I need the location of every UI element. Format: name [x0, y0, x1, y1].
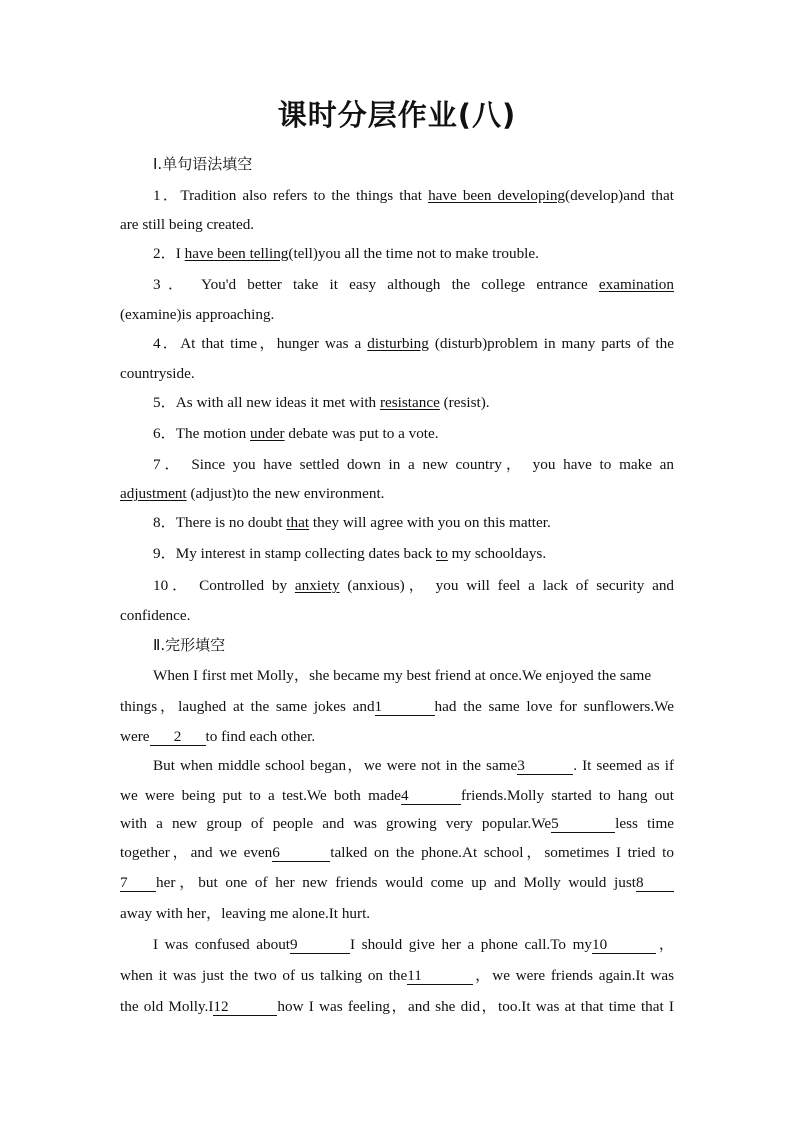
cloze-text: talked on the phone.At school，sometimes I tried to — [330, 844, 674, 861]
item-text: they will agree with you on this matter. — [309, 514, 551, 531]
exercise-item-5 — [153, 393, 674, 413]
cloze-blank-5: 5 — [551, 816, 615, 833]
item-text: (tell)you all the time not to make trouble. — [288, 245, 539, 262]
item-text: (adjust)to the new environment. — [186, 485, 385, 502]
item-answer: disturbing — [367, 335, 429, 352]
cloze-text: things，laughed at the same jokes and — [120, 698, 375, 715]
item-text: Controlled by — [199, 577, 295, 594]
cloze-text: were — [120, 728, 150, 745]
item-number: 7． — [153, 456, 184, 473]
exercise-item-10 — [153, 576, 674, 596]
cloze-blank-7: 7 — [120, 875, 156, 892]
cloze-text: friends.Molly started to hang out — [460, 787, 674, 804]
cloze-text: when it was just the two of us talking on the — [120, 967, 408, 984]
item-answer: to — [436, 545, 448, 562]
item-text: The motion — [175, 425, 251, 442]
item-text: Tradition also refers to the things that — [180, 187, 429, 204]
item-text: As with all new ideas it met with — [175, 394, 380, 411]
cloze-blank-3: 3 — [517, 758, 573, 775]
item-text: my schooldays. — [447, 545, 547, 562]
cloze-text: . It seemed as if — [573, 757, 675, 774]
page-title: 课时分层作业(八) — [277, 98, 517, 132]
cloze-blank-11: 11 — [407, 968, 473, 985]
item-number: 9． — [153, 545, 176, 562]
exercise-item-4 — [153, 334, 674, 354]
cloze-text: how I was feeling，and she did，too.It was at that time that I — [277, 998, 674, 1015]
item-number: 4． — [153, 335, 181, 352]
cloze-text: ，we were friends again.It was — [473, 967, 674, 984]
item-number: 6． — [153, 425, 176, 442]
item-number: 3． — [153, 276, 191, 293]
exercise-item-2 — [153, 244, 674, 264]
item-text: You'd better take it easy although the college entrance — [201, 276, 599, 293]
item-answer: anxiety — [294, 577, 340, 594]
exercise-item-1-cont: are still being created. — [120, 216, 255, 233]
cloze-text: with a new group of people and was growing very popular.We — [120, 815, 552, 832]
cloze-text: I should give her a phone call.To my — [350, 936, 593, 953]
cloze-blank-12: 12 — [213, 999, 277, 1016]
cloze-blank-4: 4 — [401, 788, 461, 805]
cloze-text: But when middle school began，we were not in the same — [153, 757, 518, 774]
exercise-item-3 — [153, 275, 674, 295]
cloze-p2-line6: away with her，leaving me alone.It hurt. — [120, 905, 371, 922]
cloze-p3-line3 — [120, 997, 674, 1017]
cloze-text: I was confused about — [153, 936, 291, 953]
item-number: 8． — [153, 514, 176, 531]
cloze-text: had the same love for sunflowers.We — [434, 698, 674, 715]
cloze-p1-line1: When I first met Molly，she became my best friend at once.We enjoyed the same — [153, 667, 652, 684]
cloze-text: to find each other. — [205, 728, 316, 745]
cloze-blank-9: 9 — [290, 937, 350, 954]
cloze-blank-6: 6 — [272, 845, 330, 862]
item-answer: examination — [598, 276, 674, 293]
exercise-item-6 — [153, 424, 674, 444]
cloze-p1-line3 — [120, 727, 674, 747]
cloze-blank-8: 8 — [636, 875, 674, 892]
item-answer: have been telling — [184, 245, 289, 262]
cloze-p2-line5 — [120, 873, 674, 893]
item-number: 1． — [153, 187, 181, 204]
exercise-item-7-cont — [120, 484, 674, 504]
item-text: (anxious)， you will feel a lack of security and — [339, 577, 675, 594]
item-text: There is no doubt — [175, 514, 287, 531]
cloze-blank-1: 1 — [375, 699, 435, 716]
item-text: (develop)and that — [565, 187, 674, 204]
exercise-item-9 — [153, 544, 674, 564]
exercise-item-3-cont: (examine)is approaching. — [120, 306, 275, 323]
exercise-item-10-cont: confidence. — [120, 607, 191, 624]
cloze-blank-2: 2 — [150, 729, 206, 746]
section-heading-cloze: Ⅱ.完形填空 — [153, 636, 226, 654]
item-text: At that time，hunger was a — [180, 335, 368, 352]
cloze-p3-line2 — [120, 966, 674, 986]
item-answer: that — [286, 514, 310, 531]
cloze-text: her，but one of her new friends would come up and Molly would just — [156, 874, 636, 891]
cloze-p3-line1 — [153, 935, 674, 955]
cloze-p2-line1 — [153, 756, 674, 776]
item-text: (disturb)problem in many parts of the — [428, 335, 675, 352]
cloze-text: we were being put to a test.We both made — [120, 787, 401, 804]
cloze-blank-10: 10 — [592, 937, 656, 954]
item-answer: adjustment — [120, 485, 187, 502]
item-answer: resistance — [379, 394, 440, 411]
cloze-p1-line2 — [120, 697, 674, 717]
exercise-item-1 — [153, 186, 674, 206]
item-number: 2． — [153, 245, 176, 262]
cloze-text: together，and we even — [120, 844, 273, 861]
cloze-p2-line3 — [120, 814, 674, 834]
cloze-text: ， — [656, 936, 675, 953]
cloze-p2-line2 — [120, 786, 674, 806]
item-answer: under — [250, 425, 285, 442]
item-text: Since you have settled down in a new country， you have to make an — [191, 456, 675, 473]
exercise-item-7 — [153, 455, 674, 475]
exercise-item-4-cont: countryside. — [120, 365, 195, 382]
exercise-item-8 — [153, 513, 674, 533]
cloze-text: the old Molly.I — [120, 998, 214, 1015]
item-number: 5． — [153, 394, 176, 411]
item-answer: have been developing — [428, 187, 566, 204]
section-heading-grammar: Ⅰ.单句语法填空 — [153, 155, 253, 173]
item-text: debate was put to a vote. — [284, 425, 439, 442]
item-text: (resist). — [439, 394, 490, 411]
item-text: My interest in stamp collecting dates back — [175, 545, 437, 562]
item-number: 10． — [153, 577, 192, 594]
item-text: I — [175, 245, 185, 262]
cloze-text: less time — [615, 815, 674, 832]
cloze-p2-line4 — [120, 843, 674, 863]
